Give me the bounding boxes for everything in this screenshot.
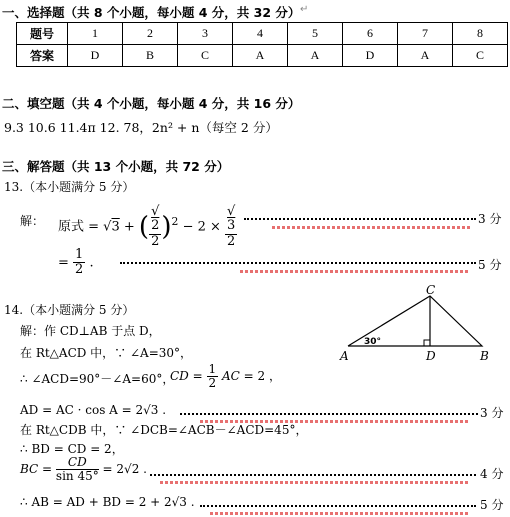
table-cell: C (178, 45, 233, 67)
q14-line-2: 在 Rt△ACD 中，∵ ∠A=30°， (20, 346, 193, 360)
table-cell: 7 (398, 23, 453, 45)
label-b: B (480, 349, 489, 363)
q13-expression: 原式 = √3 + ( √ 2 2 )$^2$ − 2 × √ 3 2 (58, 204, 236, 249)
table-cell: 2 (123, 23, 178, 45)
table-cell: 1 (68, 23, 123, 45)
dotted-leader (120, 262, 476, 264)
table-cell: 5 (288, 23, 343, 45)
q13-result: = $\frac{1}{2}$ . (58, 247, 94, 278)
q13-score-1: 3 分 (478, 212, 502, 226)
table-row (17, 23, 508, 45)
q14-head: 14.（本小题满分 5 分） (4, 303, 135, 317)
q14-line-1: 解：作 CD⊥AB 于点 D， (20, 324, 161, 338)
table-cell: 6 (343, 23, 398, 45)
label-d: D (426, 349, 436, 363)
table-cell: B (123, 45, 178, 67)
q14-score-5: 5 分 (480, 498, 504, 512)
dotted-leader (150, 474, 476, 476)
dotted-leader (244, 218, 476, 220)
label-c: C (426, 284, 436, 297)
section-1-title: 一、选择题（共 8 个小题，每小题 4 分，共 32 分） (2, 5, 301, 20)
dotted-leader (200, 505, 476, 507)
table-cell: 8 (453, 23, 508, 45)
paragraph-mark: ↵ (300, 4, 309, 15)
table-cell: 4 (233, 23, 288, 45)
table-cell: 3 (178, 23, 233, 45)
q14-line-6: ∴ BD = CD = 2， (20, 442, 124, 456)
q14-bc-expr: BC = $\frac{CD}{\sin 45^\circ}$ = 2√2 . (20, 455, 147, 484)
q13-head: 13.（本小题满分 5 分） (4, 180, 135, 194)
q14-line-4: AD = AC · cos A = 2√3 . (20, 403, 167, 417)
section-2-title: 二、填空题（共 4 个小题，每小题 4 分，共 16 分） (2, 96, 301, 111)
table-cell: A (288, 45, 343, 67)
q13-yuanshi: 原式 = (58, 219, 100, 235)
table-header-number: 题号 (17, 23, 68, 45)
table-cell: A (398, 45, 453, 67)
table-cell: C (453, 45, 508, 67)
q14-cd-expr: CD = $\frac{1}{2}$ AC = 2 ， (170, 362, 281, 391)
right-angle-mark (424, 340, 430, 346)
spell-underline (210, 512, 470, 515)
q13-score-2: 5 分 (478, 258, 502, 272)
table-row (17, 45, 508, 67)
table-cell: D (68, 45, 123, 67)
q13-jie: 解： (20, 214, 45, 228)
section-3-title: 三、解答题（共 13 个小题，共 72 分） (2, 159, 230, 174)
table-cell: D (343, 45, 398, 67)
dotted-leader (180, 413, 478, 415)
q14-line-3: ∴ ∠ACD=90°－∠A=60°， (20, 372, 175, 386)
q14-score-4: 4 分 (480, 467, 504, 481)
table-cell: A (233, 45, 288, 67)
answer-table (16, 22, 508, 67)
label-angle: 30° (364, 337, 382, 347)
spell-underline (272, 226, 472, 229)
q14-line-5: 在 Rt△CDB 中，∵ ∠DCB=∠ACB－∠ACD=45°， (20, 423, 308, 437)
label-a: A (340, 349, 349, 363)
spell-underline (240, 270, 470, 273)
fill-answers: 9.3 10.6 11.4π 12. 78，2n² + n（每空 2 分） (4, 120, 278, 135)
q14-score-3: 3 分 (480, 406, 504, 420)
spell-underline (160, 481, 470, 484)
triangle-figure (338, 284, 498, 364)
table-header-answer: 答案 (17, 45, 68, 67)
q14-line-8: ∴ AB = AD + BD = 2 + 2√3 . (20, 495, 195, 509)
